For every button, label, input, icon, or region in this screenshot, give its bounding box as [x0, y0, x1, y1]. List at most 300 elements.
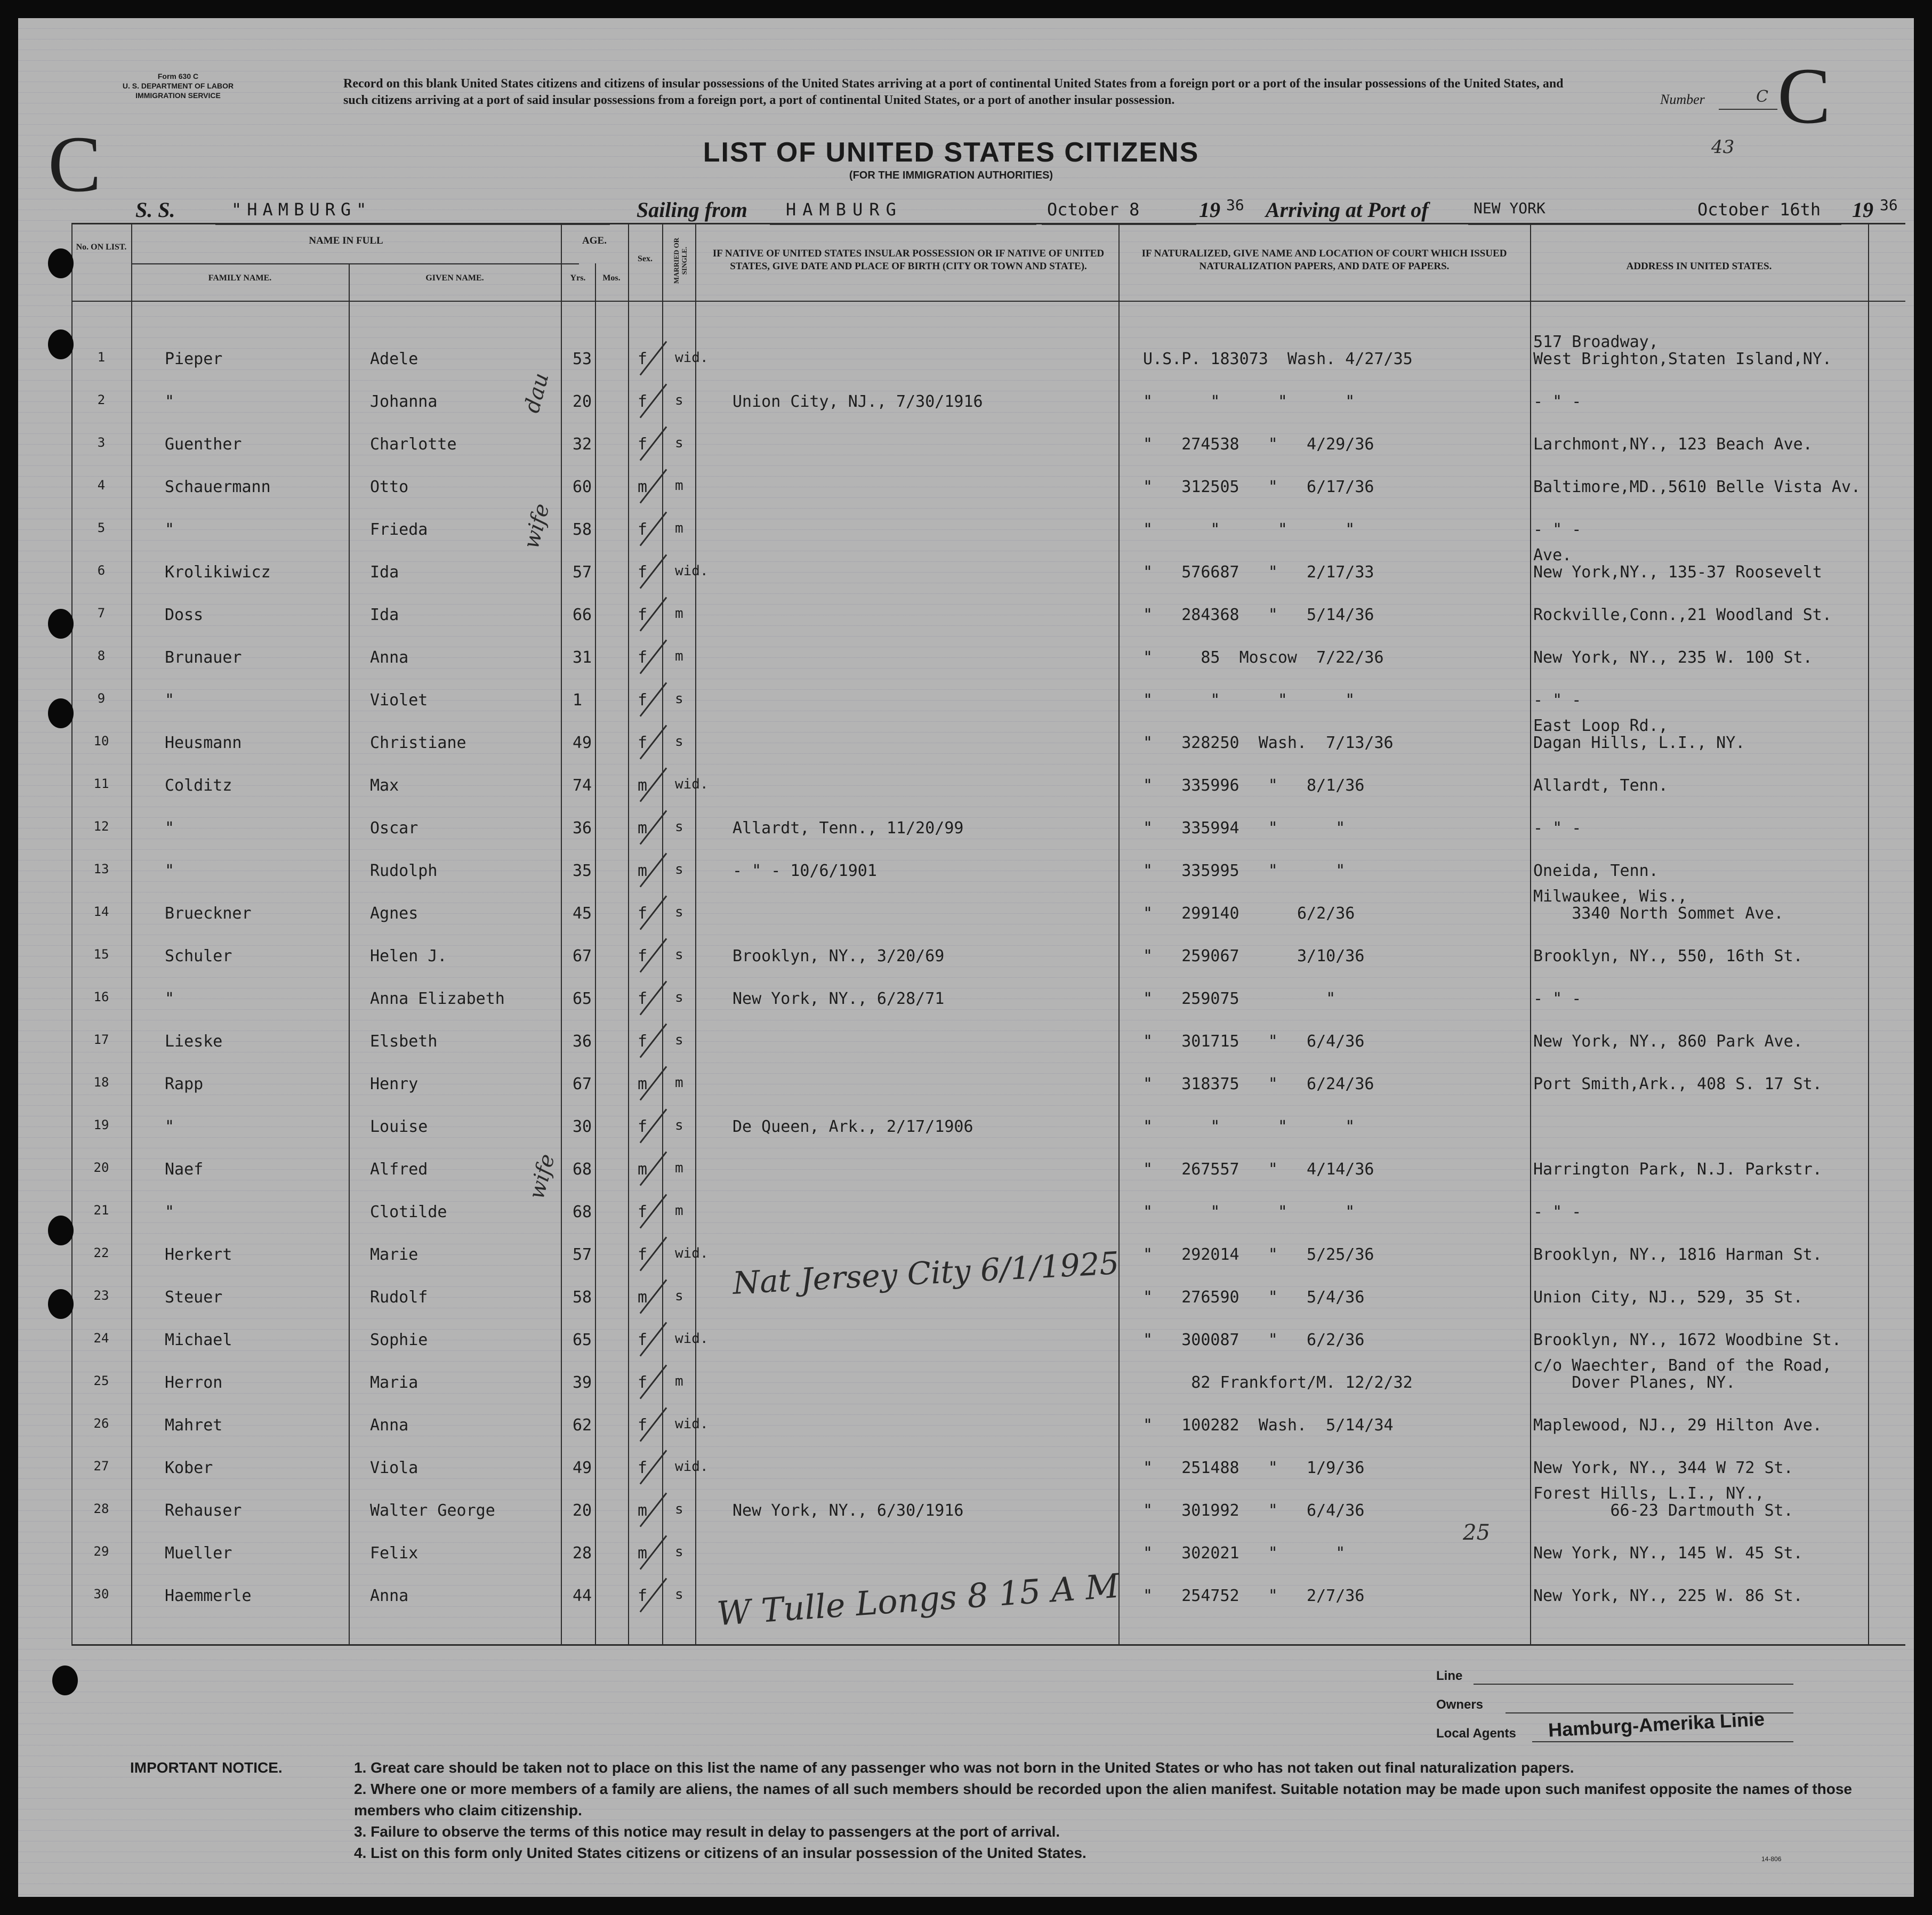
row-number: 12	[93, 819, 109, 834]
family-name: Pieper	[165, 350, 223, 368]
sex: f	[638, 734, 648, 752]
table-row	[18, 1063, 1914, 1106]
marital-status: m	[675, 1203, 683, 1219]
family-name: Haemmerle	[165, 1587, 252, 1605]
table-row	[18, 1532, 1914, 1575]
given-name: Christiane	[370, 734, 466, 752]
marital-status: wid.	[675, 1331, 709, 1347]
age-years: 58	[573, 1288, 592, 1307]
header-naturalization: IF NATURALIZED, GIVE NAME AND LOCATION OF COURT WHICH ISSUED NATURALIZATION PAPERS, AND DATE OF PAPERS.	[1141, 248, 1507, 272]
address-line-1: c/o Waechter, Band of the Road,	[1533, 1356, 1832, 1375]
age-years: 65	[573, 1331, 592, 1349]
sex: m	[638, 776, 648, 795]
family-name: Lieske	[165, 1032, 223, 1051]
year-from-suffix: 36	[1226, 196, 1244, 214]
sex: m	[638, 478, 648, 496]
header-sex: Sex.	[638, 254, 653, 263]
form-number: Form 630 C	[157, 72, 199, 81]
family-name: Schuler	[165, 947, 232, 965]
given-name: Violet	[370, 691, 428, 710]
row-number: 4	[97, 478, 106, 493]
series-letter-left: C	[48, 120, 102, 208]
age-years: 30	[573, 1117, 592, 1136]
age-years: 57	[573, 1245, 592, 1264]
family-name: "	[165, 392, 175, 411]
sex: m	[638, 1501, 648, 1520]
row-number: 26	[93, 1416, 109, 1431]
age-years: 1	[573, 691, 583, 710]
row-number: 10	[93, 734, 109, 749]
age-years: 66	[573, 606, 592, 624]
row-number: 25	[93, 1373, 109, 1388]
naturalization-info: " 318375 " 6/24/36	[1143, 1075, 1374, 1093]
naturalization-info: " 299140 6/2/36	[1143, 904, 1355, 923]
given-name: Adele	[370, 350, 418, 368]
row-number: 20	[93, 1160, 109, 1175]
naturalization-info: " 100282 Wash. 5/14/34	[1143, 1416, 1394, 1435]
row-number: 28	[93, 1501, 109, 1516]
table-row	[18, 1106, 1914, 1148]
age-years: 31	[573, 648, 592, 667]
punch-hole	[48, 248, 74, 278]
year-to-prefix: 19	[1852, 198, 1873, 222]
address-line-1: East Loop Rd.,	[1533, 717, 1668, 735]
family-name: "	[165, 862, 175, 880]
row-number: 14	[93, 904, 109, 919]
given-name: Oscar	[370, 819, 418, 838]
arriving-label: Arriving at Port of	[1266, 198, 1429, 222]
family-name: Naef	[165, 1160, 204, 1179]
sex: f	[638, 947, 648, 965]
sex: f	[638, 1203, 648, 1221]
sex: f	[638, 1373, 648, 1392]
age-years: 36	[573, 1032, 592, 1051]
naturalization-info: 82 Frankfort/M. 12/2/32	[1143, 1373, 1413, 1392]
sex: f	[638, 1245, 648, 1264]
address-line-2: New York, NY., 235 W. 100 St.	[1533, 648, 1813, 667]
given-name: Viola	[370, 1459, 418, 1477]
handwritten-dau: dau	[519, 370, 554, 416]
marital-status: s	[675, 904, 683, 920]
address-line-2: Dover Planes, NY.	[1533, 1373, 1736, 1392]
given-name: Alfred	[370, 1160, 428, 1179]
marital-status: s	[675, 947, 683, 963]
table-row	[18, 978, 1914, 1020]
given-name: Elsbeth	[370, 1032, 438, 1051]
department-name: U. S. DEPARTMENT OF LABOR	[122, 82, 234, 90]
naturalization-info: " 300087 " 6/2/36	[1143, 1331, 1365, 1349]
table-row	[18, 546, 1914, 594]
marital-status: m	[675, 606, 683, 622]
address-line-2: New York, NY., 344 W 72 St.	[1533, 1459, 1793, 1477]
header-age-years: Yrs.	[570, 273, 586, 283]
marital-status: m	[675, 648, 683, 664]
naturalization-info: " 259067 3/10/36	[1143, 947, 1365, 965]
age-years: 45	[573, 904, 592, 923]
form-instructions: Record on this blank United States citizens and citizens of insular possessions of the United States arriving at a port of continental United States from a foreign port or a port of the insular possessions of the United States, and such citizens arriving at a port of said insular possessions from a foreign port, a port of continental United States, or a port of another insular possession.	[343, 77, 1564, 107]
age-years: 32	[573, 435, 592, 454]
given-name: Anna	[370, 1587, 409, 1605]
naturalization-info: " 312505 " 6/17/36	[1143, 478, 1374, 496]
table-row	[18, 807, 1914, 850]
family-name: Doss	[165, 606, 204, 624]
number-label: Number	[1660, 92, 1705, 107]
naturalization-info: " 302021 " "	[1143, 1544, 1346, 1563]
agents-stamp: Hamburg-Amerika Linie	[1548, 1708, 1765, 1741]
family-name: "	[165, 819, 175, 838]
header-birth-place: IF NATIVE OF UNITED STATES INSULAR POSSESSION OR IF NATIVE OF UNITED STATES, GIVE DATE AND PLACE OF BIRTH (CITY OR TOWN AND STATE).	[712, 248, 1105, 272]
given-name: Marie	[370, 1245, 418, 1264]
row-number: 21	[93, 1203, 109, 1218]
address-line-2: Larchmont,NY., 123 Beach Ave.	[1533, 435, 1813, 454]
row-number: 18	[93, 1075, 109, 1090]
ss-label: S. S.	[135, 198, 175, 222]
punch-hole	[48, 698, 74, 728]
sex: m	[638, 1544, 648, 1563]
sex: m	[638, 1160, 648, 1179]
marital-status: s	[675, 1501, 683, 1517]
age-years: 20	[573, 392, 592, 411]
table-row	[18, 594, 1914, 637]
owners-label: Owners	[1436, 1697, 1484, 1712]
table-row	[18, 765, 1914, 807]
birth-place-date: New York, NY., 6/30/1916	[732, 1501, 964, 1520]
table-row	[18, 1148, 1914, 1191]
address-line-1: Milwaukee, Wis.,	[1533, 887, 1687, 906]
header-married-or-single: MARRIED OR SINGLE.	[672, 237, 688, 284]
naturalization-info: " 335995 " "	[1143, 862, 1346, 880]
age-years: 39	[573, 1373, 592, 1392]
age-years: 74	[573, 776, 592, 795]
naturalization-info: " " " "	[1143, 1117, 1355, 1136]
date-from: October 8	[1047, 199, 1140, 220]
address-line-2: - " -	[1533, 392, 1582, 411]
address-line-2: Brooklyn, NY., 550, 16th St.	[1533, 947, 1803, 965]
family-name: Michael	[165, 1331, 232, 1349]
table-row	[18, 509, 1914, 551]
age-years: 60	[573, 478, 592, 496]
row-number: 27	[93, 1459, 109, 1474]
punch-hole	[52, 1665, 78, 1695]
address-line-2: New York, NY., 860 Park Ave.	[1533, 1032, 1803, 1051]
form-number-block	[98, 71, 258, 100]
notice-item-2: 2. Where one or more members of a family are aliens, the names of all such members should be recorded upon the alien manifest. Suitable notation may be made upon such manifest opposite the names of those members who claim citizenship.	[354, 1781, 1852, 1819]
punch-hole	[48, 609, 74, 639]
family-name: "	[165, 520, 175, 539]
family-name: Kober	[165, 1459, 213, 1477]
birth-place-date: Allardt, Tenn., 11/20/99	[732, 819, 964, 838]
given-name: Sophie	[370, 1331, 428, 1349]
given-name: Anna	[370, 1416, 409, 1435]
address-line-2: Brooklyn, NY., 1816 Harman St.	[1533, 1245, 1822, 1264]
given-name: Maria	[370, 1373, 418, 1392]
row-number: 11	[93, 776, 109, 791]
handwritten-steuer-birth: Nat Jersey City 6/1/1925	[731, 1245, 1120, 1301]
local-agents-label: Local Agents	[1436, 1726, 1516, 1741]
table-row	[18, 333, 1914, 381]
notice-title: IMPORTANT NOTICE.	[130, 1759, 283, 1776]
naturalization-info: " 254752 " 2/7/36	[1143, 1587, 1365, 1605]
birth-place-date: Brooklyn, NY., 3/20/69	[732, 947, 945, 965]
marital-status: wid.	[675, 1416, 709, 1432]
family-name: Schauermann	[165, 478, 271, 496]
row-number: 9	[97, 691, 106, 706]
marital-status: m	[675, 478, 683, 494]
year-to-suffix: 36	[1880, 196, 1898, 214]
naturalization-info: " " " "	[1143, 520, 1355, 539]
row-number: 6	[97, 563, 106, 578]
sex: f	[638, 1331, 648, 1349]
row-number: 7	[97, 606, 106, 621]
header-age: AGE.	[582, 235, 607, 246]
table-row	[18, 717, 1914, 765]
row-number: 16	[93, 989, 109, 1004]
address-line-2: New York, NY., 225 W. 86 St.	[1533, 1587, 1803, 1605]
marital-status: wid.	[675, 1459, 709, 1475]
address-line-2: New York, NY., 145 W. 45 St.	[1533, 1544, 1803, 1563]
service-name: IMMIGRATION SERVICE	[135, 91, 221, 100]
naturalization-info: " 267557 " 4/14/36	[1143, 1160, 1374, 1179]
address-line-2: Maplewood, NJ., 29 Hilton Ave.	[1533, 1416, 1822, 1435]
naturalization-info: " 274538 " 4/29/36	[1143, 435, 1374, 454]
marital-status: s	[675, 1117, 683, 1133]
given-name: Charlotte	[370, 435, 457, 454]
naturalization-info: " 251488 " 1/9/36	[1143, 1459, 1365, 1477]
sex: f	[638, 691, 648, 710]
table-row	[18, 850, 1914, 892]
naturalization-info: U.S.P. 183073 Wash. 4/27/35	[1143, 350, 1413, 368]
date-to: October 16th	[1697, 199, 1821, 220]
age-years: 53	[573, 350, 592, 368]
marital-status: m	[675, 1373, 683, 1389]
naturalization-info: " 335994 " "	[1143, 819, 1346, 838]
family-name: "	[165, 1117, 175, 1136]
table-row	[18, 1404, 1914, 1447]
sailing-label: Sailing from	[637, 198, 747, 222]
naturalization-info: " 301992 " 6/4/36	[1143, 1501, 1365, 1520]
naturalization-info: " 328250 Wash. 7/13/36	[1143, 734, 1394, 752]
family-name: "	[165, 1203, 175, 1221]
birth-place-date: New York, NY., 6/28/71	[732, 989, 945, 1008]
sex: f	[638, 1459, 648, 1477]
address-line-2: - " -	[1533, 691, 1582, 710]
page-subtitle: (FOR THE IMMIGRATION AUTHORITIES)	[849, 170, 1053, 181]
given-name: Clotilde	[370, 1203, 447, 1221]
address-line-2: Union City, NJ., 529, 35 St.	[1533, 1288, 1803, 1307]
marital-status: s	[675, 1544, 683, 1560]
row-number: 29	[93, 1544, 109, 1559]
row-number: 2	[97, 392, 106, 407]
punch-hole	[48, 1289, 74, 1319]
marital-status: s	[675, 1288, 683, 1304]
port-to: NEW YORK	[1474, 199, 1545, 217]
sex: f	[638, 904, 648, 923]
sex: f	[638, 520, 648, 539]
naturalization-info: " 276590 " 5/4/36	[1143, 1288, 1365, 1307]
year-from-prefix: 19	[1199, 198, 1220, 222]
family-name: "	[165, 691, 175, 710]
age-years: 36	[573, 819, 592, 838]
marital-status: wid.	[675, 563, 709, 579]
given-name: Felix	[370, 1544, 418, 1563]
manifest-page	[18, 18, 1914, 1897]
address-line-2: Rockville,Conn.,21 Woodland St.	[1533, 606, 1832, 624]
address-line-2: - " -	[1533, 1203, 1582, 1221]
age-years: 67	[573, 1075, 592, 1093]
address-line-2: Harrington Park, N.J. Parkstr.	[1533, 1160, 1822, 1179]
given-name: Helen J.	[370, 947, 447, 965]
given-name: Ida	[370, 563, 399, 582]
table-row	[18, 1356, 1914, 1404]
birth-place-date: De Queen, Ark., 2/17/1906	[732, 1117, 973, 1136]
print-code: 14-806	[1761, 1855, 1782, 1863]
sex: f	[638, 435, 648, 454]
family-name: Krolikiwicz	[165, 563, 271, 582]
given-name: Johanna	[370, 392, 438, 411]
age-years: 67	[573, 947, 592, 965]
marital-status: s	[675, 691, 683, 707]
address-line-1: Forest Hills, L.I., NY.,	[1533, 1484, 1765, 1503]
header-name-in-full: NAME IN FULL	[309, 235, 383, 246]
naturalization-info: " " " "	[1143, 392, 1355, 411]
sex: f	[638, 563, 648, 582]
age-years: 68	[573, 1160, 592, 1179]
table-row	[18, 381, 1914, 423]
given-name: Louise	[370, 1117, 428, 1136]
age-years: 57	[573, 563, 592, 582]
marital-status: s	[675, 989, 683, 1005]
naturalization-info: " 576687 " 2/17/33	[1143, 563, 1374, 582]
page-title: LIST OF UNITED STATES CITIZENS	[703, 137, 1200, 168]
address-line-2: Brooklyn, NY., 1672 Woodbine St.	[1533, 1331, 1841, 1349]
sex: f	[638, 1587, 648, 1605]
family-name: Rehauser	[165, 1501, 242, 1520]
passenger-rows	[18, 333, 1914, 1639]
marital-status: s	[675, 1032, 683, 1048]
age-years: 49	[573, 1459, 592, 1477]
handwritten-bottom-note: W Tulle Longs 8 15 A M	[715, 1566, 1121, 1634]
sex: f	[638, 648, 648, 667]
line-label: Line	[1436, 1669, 1463, 1683]
table-row	[18, 637, 1914, 679]
naturalization-info: " 85 Moscow 7/22/36	[1143, 648, 1384, 667]
row-number: 5	[97, 520, 106, 535]
sex: f	[638, 392, 648, 411]
sex: m	[638, 819, 648, 838]
marital-status: m	[675, 1075, 683, 1091]
address-line-2: - " -	[1533, 819, 1582, 838]
address-line-2: - " -	[1533, 989, 1582, 1008]
header-address: ADDRESS IN UNITED STATES.	[1626, 261, 1772, 272]
age-years: 20	[573, 1501, 592, 1520]
marital-status: s	[675, 1587, 683, 1603]
notice-item-3: 3. Failure to observe the terms of this notice may result in delay to passengers at the port of arrival.	[354, 1823, 1060, 1840]
age-years: 58	[573, 520, 592, 539]
address-line-2: Allardt, Tenn.	[1533, 776, 1668, 795]
row-number: 13	[93, 862, 109, 876]
table-row	[18, 466, 1914, 509]
family-name: Mahret	[165, 1416, 223, 1435]
row-number: 24	[93, 1331, 109, 1346]
table-row	[18, 1319, 1914, 1362]
row-number: 30	[93, 1587, 109, 1602]
header-no-on-list: No. ON LIST.	[76, 243, 127, 252]
family-name: Guenther	[165, 435, 242, 454]
given-name: Rudolf	[370, 1288, 428, 1307]
row-number: 22	[93, 1245, 109, 1260]
marital-status: wid.	[675, 1245, 709, 1261]
punch-hole	[48, 329, 74, 359]
birth-place-date: - " - 10/6/1901	[732, 862, 877, 880]
ship-name: "HAMBURG"	[231, 199, 372, 220]
family-name: Rapp	[165, 1075, 204, 1093]
marital-status: s	[675, 819, 683, 835]
family-name: Herkert	[165, 1245, 232, 1264]
family-name: Colditz	[165, 776, 232, 795]
sex: f	[638, 350, 648, 368]
age-years: 62	[573, 1416, 592, 1435]
row-number: 23	[93, 1288, 109, 1303]
header-family-name: FAMILY NAME.	[208, 273, 272, 283]
sex: f	[638, 606, 648, 624]
table-row	[18, 1191, 1914, 1234]
row-number: 3	[97, 435, 106, 450]
marital-status: s	[675, 734, 683, 750]
row-number: 1	[97, 350, 106, 365]
sex: m	[638, 1288, 648, 1307]
given-name: Anna	[370, 648, 409, 667]
address-line-2: New York,NY., 135-37 Roosevelt	[1533, 563, 1822, 582]
naturalization-info: " 284368 " 5/14/36	[1143, 606, 1374, 624]
number-value: C	[1756, 87, 1768, 106]
naturalization-info: " 292014 " 5/25/36	[1143, 1245, 1374, 1264]
page-number: 43	[1711, 136, 1735, 158]
punch-hole	[48, 1216, 74, 1245]
sex: f	[638, 1032, 648, 1051]
sex: m	[638, 1075, 648, 1093]
address-line-1: 517 Broadway,	[1533, 333, 1659, 351]
sex: f	[638, 989, 648, 1008]
table-row	[18, 887, 1914, 935]
given-name: Otto	[370, 478, 409, 496]
table-row	[18, 1020, 1914, 1063]
row-number: 8	[97, 648, 106, 663]
family-name: Heusmann	[165, 734, 242, 752]
naturalization-info: " " " "	[1143, 691, 1355, 710]
marital-status: wid.	[675, 350, 709, 366]
address-line-2: Dagan Hills, L.I., NY.	[1533, 734, 1745, 752]
family-name: "	[165, 989, 175, 1008]
given-name: Ida	[370, 606, 399, 624]
family-name: Brunauer	[165, 648, 242, 667]
family-name: Herron	[165, 1373, 223, 1392]
table-row	[18, 1484, 1914, 1532]
marital-status: wid.	[675, 776, 709, 792]
row-number: 17	[93, 1032, 109, 1047]
marital-status: s	[675, 435, 683, 451]
given-name: Rudolph	[370, 862, 438, 880]
naturalization-info: " 301715 " 6/4/36	[1143, 1032, 1365, 1051]
given-name: Frieda	[370, 520, 428, 539]
header-age-months: Mos.	[602, 273, 621, 283]
birth-place-date: Union City, NJ., 7/30/1916	[732, 392, 983, 411]
address-line-2: 3340 North Sommet Ave.	[1533, 904, 1784, 923]
address-line-2: - " -	[1533, 520, 1582, 539]
family-name: Brueckner	[165, 904, 252, 923]
marital-status: m	[675, 520, 683, 536]
marital-status: s	[675, 392, 683, 408]
naturalization-info: " " " "	[1143, 1203, 1355, 1221]
